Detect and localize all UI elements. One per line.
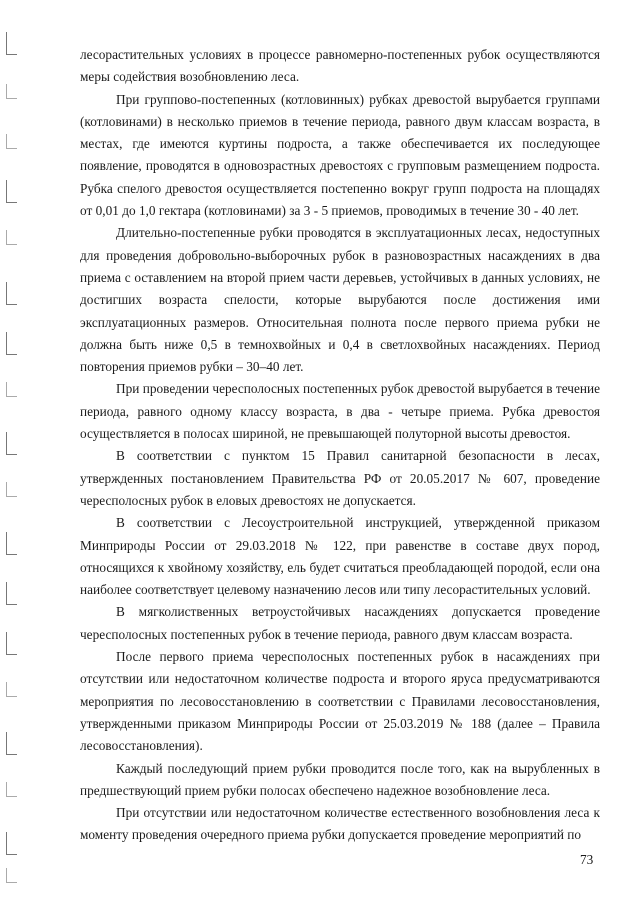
binding-mark: [6, 230, 17, 245]
binding-edge-marks: [2, 20, 20, 890]
binding-mark: [6, 682, 17, 697]
paragraph-group-gradual-cuttings: При группово-постепенных (котловинных) рубках древостой вырубается группами (котловинами) в несколько приемов в течение периода, равного двум классам возраста, в местах, где имеются куртины подроста, а также обеспечивается их последующее появление, проводятся в одновозрастных древостоях с групповым размещением подроста. Рубка спелого древостоя осуществляется постепенно вокруг групп подроста на площадях от 0,01 до 1,0 гектара (котловинами) за 3 - 5 приемов, проводимых в течение 30 - 40 лет.: [80, 91, 600, 219]
binding-mark: [6, 868, 17, 883]
paragraph-natural-regeneration: При отсутствии или недостаточном количестве естественного возобновления леса к моменту проведения очередного приема рубки допускается проведение мероприятий по: [80, 805, 600, 843]
paragraph-continuation: лесорастительных условиях в процессе равномерно-постепенных рубок осуществляются меры содействия возобновлению леса.: [80, 47, 600, 85]
paragraph-subsequent-cuttings: Каждый последующий прием рубки проводится после того, как на вырубленных в предшествующий прием рубки полосах обеспечено надежное возобновление леса.: [80, 760, 600, 798]
binding-mark: [6, 382, 17, 397]
paragraph-forest-inventory-instruction: В соответствии с Лесоустроительной инструкцией, утвержденной приказом Минприроды России от 29.03.2018 № 122, при равенстве в составе двух пород, относящихся к хвойному хозяйству, ель будет считаться преобладающей породой, если она наиболее соответствует целевому назначению лесов или типу лесорастительных условий.: [80, 515, 600, 598]
page-number: 73: [580, 852, 594, 867]
binding-mark: [6, 632, 17, 655]
binding-mark: [6, 180, 17, 203]
paragraph-reforestation-measures: После первого приема чересполосных постепенных рубок в насаждениях при отсутствии или недостаточном количестве подроста и второго яруса предусматриваются мероприятия по лесовосстановлению в соответствии с Правилами лесовосстановления, утвержденными приказом Минприроды России от 25.03.2019 № 188 (далее – Правила лесовосстановления).: [80, 649, 600, 754]
paragraph-strip-cuttings: При проведении чересполосных постепенных рубок древостой вырубается в течение периода, равного одному классу возраста, в два - четыре приема. Рубка древостоя осуществляется в полосах шириной, не превышающей полуторной высоты древостоя.: [80, 381, 600, 442]
binding-mark: [6, 482, 17, 497]
body-text: [80, 44, 600, 847]
binding-mark: [6, 782, 17, 797]
binding-mark: [6, 332, 17, 355]
binding-mark: [6, 134, 17, 149]
binding-mark: [6, 732, 17, 755]
binding-mark: [6, 582, 17, 605]
paragraph-sanitary-rules: В соответствии с пунктом 15 Правил санитарной безопасности в лесах, утвержденных постановлением Правительства РФ от 20.05.2017 № 607, проведение чересполосных рубок в еловых древостоях не допускается.: [80, 448, 600, 508]
binding-mark: [6, 832, 17, 855]
paragraph-softwood-stands: В мягколиственных ветроустойчивых насаждениях допускается проведение чересполосных постепенных рубок в течение периода, равного двум классам возраста.: [80, 604, 600, 642]
binding-mark: [6, 532, 17, 555]
binding-mark: [6, 432, 17, 455]
paragraph-long-term-gradual-cuttings: Длительно-постепенные рубки проводятся в эксплуатационных лесах, недоступных для проведения добровольно-выборочных рубок в разновозрастных насаждениях в два приема с оставлением на второй прием части деревьев, устойчивых в данных условиях, не достигших возраста спелости, которые вырубаются после достижения ими эксплуатационных размеров. Относительная полнота после первого приема рубки не должна быть ниже 0,5 в темнохвойных и 0,4 в светлохвойных насаждениях. Период повторения приемов рубки – 30–40 лет.: [80, 225, 600, 375]
binding-mark: [6, 32, 17, 55]
binding-mark: [6, 282, 17, 305]
binding-mark: [6, 84, 17, 99]
